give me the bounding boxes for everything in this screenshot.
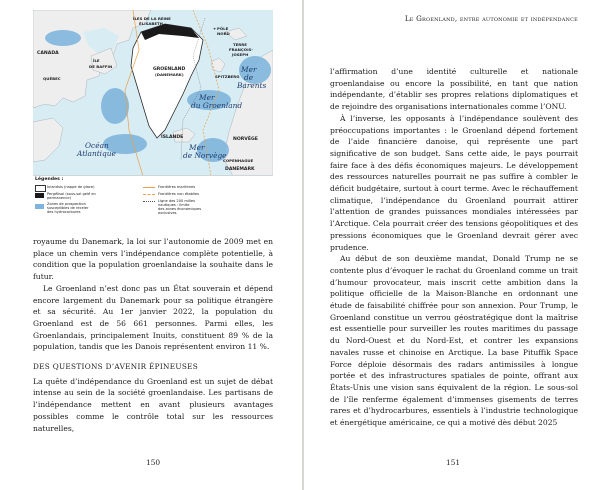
map-label-terre-2: FRANÇOIS- bbox=[229, 47, 253, 52]
map-label-baffin-1: ÎLE bbox=[93, 58, 100, 63]
legend-title: Légendes : bbox=[35, 177, 64, 182]
map-label-norvege: NORVÈGE bbox=[233, 137, 258, 142]
left-paragraph-1: royaume du Danemark, la loi sur l’autonomie de 2009 met en place un chemin vers l’indépendance complète potentielle, à condition que la population groenlandaise la souhaite dans le futur. bbox=[33, 237, 273, 282]
map-label-greenland-2: (DANEMARK) bbox=[155, 72, 184, 77]
left-paragraph-3: La quête d’indépendance du Groenland est un sujet de débat intense au sein de la société groenlandaise. Les partisans de l’indépendance mettent en avant plusieurs avantages possibles comme le contrôle total sur les ressources naturelles, bbox=[33, 376, 273, 433]
legend-zones-3: des hydrocarbures bbox=[47, 210, 81, 214]
legend-pergelisol: Pergélisol (sous-sol gelé en permanence) bbox=[47, 192, 96, 201]
map-label-iles-reine-1: ÎLES DE LA REINE bbox=[133, 16, 171, 21]
map-label-pole-2: NORD bbox=[217, 31, 230, 36]
left-paragraph-2: Le Groenland n’est donc pas un État souverain et dépend encore largement du Danemark pour sa politique étrangère et sa sécurité. Au 1er janvier 2022, la population du Groenland est de 56 661 personnes. Parmi elles, les Groenlandais, principalement Inuits, constituent 89 % de la population, tandis que les Danois représentent environ 11 %. bbox=[33, 283, 273, 352]
map-label-barents-2: de bbox=[244, 73, 254, 82]
map-label-terre-1: TERRE bbox=[233, 42, 247, 47]
map-zone-beaufort bbox=[45, 30, 81, 46]
legend-swatch-pergelisol bbox=[35, 193, 44, 198]
map-label-danemark: DANEMARK bbox=[225, 167, 255, 172]
map-label-canada: CANADA bbox=[37, 51, 59, 56]
legend-ligne-3: des zones économiques bbox=[158, 207, 202, 211]
map-label-islande: ISLANDE bbox=[161, 135, 184, 140]
map-drawing bbox=[33, 10, 273, 176]
section-heading: DES QUESTIONS D’AVENIR ÉPINEUSES bbox=[33, 362, 199, 372]
legend-ligne-1: Ligne des 200 milles bbox=[158, 199, 196, 203]
map-pole-star-icon: + bbox=[213, 26, 217, 31]
map-label-terre-3: JOSEPH bbox=[232, 52, 249, 57]
map-label-iles-reine-2: ÉLISABETH bbox=[139, 21, 163, 26]
legend-swatch-zones bbox=[35, 204, 44, 209]
legend-line-non-etablies bbox=[143, 194, 155, 195]
legend-zones-2: susceptibles de receler bbox=[47, 206, 89, 210]
map-label-ocean-1: Océan bbox=[85, 141, 109, 150]
left-page-body bbox=[33, 236, 273, 434]
legend-ligne-2: nautiques : limite bbox=[158, 203, 190, 207]
map-label-mer-norvege-1: Mer bbox=[189, 143, 205, 152]
map-legend bbox=[33, 175, 273, 233]
legend-frontieres-maritimes: Frontières maritimes bbox=[158, 185, 196, 189]
right-paragraph-3: Au début de son deuxième mandat, Donald Trump ne se contente plus d’évoquer le rachat du Groenland comme un trait d’humour provocateur, mais inscrit cette ambition dans la politique officielle de la Maison-Blanche en ordonnant une étude de faisabilité chiffrée pour son annexion. Pour Trump, le Groenland constitue un verrou géostratégique dont la maîtrise est essentielle pour surveiller les routes maritimes du passage du Nord-Ouest et du Nord-Est, et contrer les expansions navales russe et chinoise en Arctique. La base Pituffik Space Force déploie désormais des radars antimissiles à longue portée et des infrastructures spatiales de pointe, offrant aux États-Unis une vision sans équivalent de la région. Le sous-sol de l’île renferme également d’immenses gisements de terres rares et d’hydrocarbures, essentiels à l’industrie technologique et énergétique américaine, ce qui a motivé dès début 2025 bbox=[330, 254, 578, 428]
map-zone-baffin-bay bbox=[101, 88, 129, 124]
legend-swatch-inlandsis bbox=[35, 185, 46, 192]
legend-zones-1: Zones de prospection bbox=[47, 202, 86, 206]
right-paragraph-2: À l’inverse, les opposants à l’indépendance soulèvent des préoccupations importantes : le Groenland dépend fortement de l’aide financière danoise, qui représente une part significative de son budget. Sans cette aide, le pays pourrait faire face à des défis économiques majeurs. Le développement des ressources naturelles pourrait ne pas suffire à combler le déficit budgétaire, surtout à court terme. Avec le réchauffement climatique, l’indépendance du Groenland pourrait attirer l’attention de grandes puissances mondiales intéressées par l’Arctique. Cela pourrait créer des tensions géopolitiques et des pressions économiques que le Groenland devrait gérer avec prudence. bbox=[330, 113, 578, 252]
map-label-pole-1: PÔLE bbox=[217, 26, 229, 31]
page-number-right: 151 bbox=[446, 458, 461, 467]
map-label-greenland-1: GROENLAND bbox=[153, 67, 186, 72]
legend-inlandsis: Inlandsis (nappe de glace) bbox=[47, 185, 95, 189]
map-label-copenhague: COPENHAGUE bbox=[223, 158, 254, 163]
map-label-baffin-2: DE BAFFIN bbox=[89, 64, 113, 69]
legend-frontieres-etablies: Frontières non établies bbox=[158, 192, 200, 196]
page-number-left: 150 bbox=[146, 458, 161, 467]
map-label-mer-groenland-1: Mer bbox=[199, 93, 215, 102]
legend-line-maritimes bbox=[143, 187, 155, 188]
map-label-barents-3: Barents bbox=[237, 81, 267, 90]
map-label-ocean-2: Atlantique bbox=[77, 149, 116, 158]
right-paragraph-1: l’affirmation d’une identité culturelle et nationale groenlandaise ou encore la possibilité, en tant que nation indépendante, d’établir ses propres relations diplomatiques et de rejoindre des organisations internationales comme l’ONU. bbox=[330, 67, 578, 112]
map-label-quebec: QUÉBEC bbox=[43, 76, 61, 81]
right-page-body bbox=[330, 66, 578, 429]
running-head: Le Groenland, entre autonomie et indépendance bbox=[404, 14, 578, 23]
map-label-barents-1: Mer bbox=[241, 65, 257, 74]
legend-ligne-4: exclusives bbox=[158, 211, 177, 215]
map-label-spitzberg: SPITZBERG bbox=[215, 74, 240, 79]
legend-line-200-miles bbox=[143, 201, 155, 202]
map-label-mer-norvege-2: de Norvège bbox=[183, 151, 227, 160]
map-label-mer-groenland-2: du Groenland bbox=[191, 101, 243, 110]
